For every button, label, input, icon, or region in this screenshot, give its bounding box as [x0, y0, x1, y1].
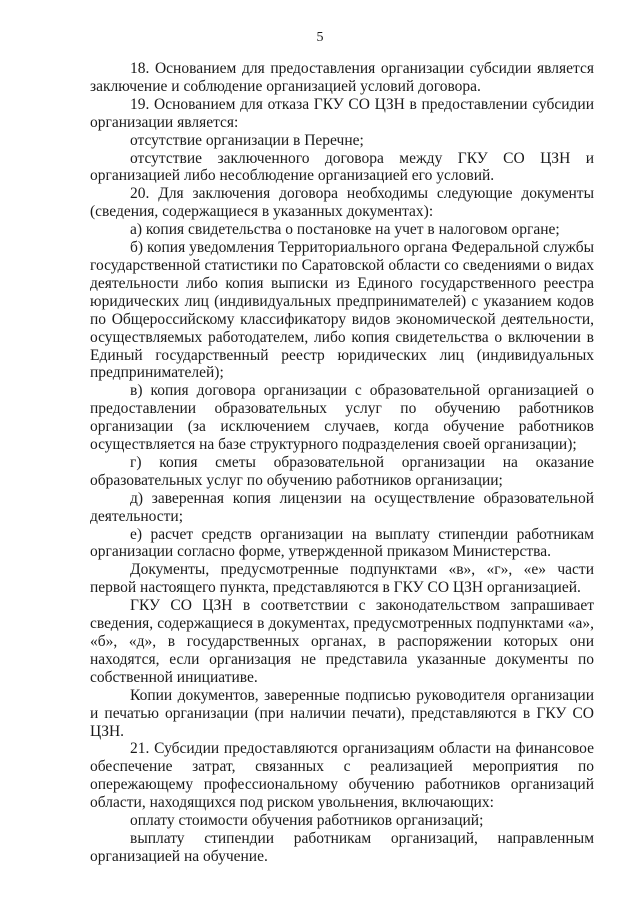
- documents-submission-note: Документы, предусмотренные подпунктами «в», «г», «е» части первой настоящего пункта, представляются в ГКУ СО ЦЗН организацией.: [90, 561, 594, 597]
- paragraph-20: 20. Для заключения договора необходимы следующие документы (сведения, содержащиеся в указанных документах):: [90, 185, 594, 221]
- document-body: [90, 60, 594, 866]
- subsidy-item-tuition: оплату стоимости обучения работников организаций;: [130, 812, 484, 830]
- refusal-reason-2: отсутствие заключенного договора между ГКУ СО ЦЗН и организацией либо несоблюдение организацией его условий.: [90, 149, 594, 185]
- page-number: 5: [316, 30, 324, 45]
- subitem-a: а) копия свидетельства о постановке на учет в налоговом органе;: [130, 221, 560, 239]
- paragraph-21: 21. Субсидии предоставляются организациям области на финансовое обеспечение затрат, связанных с реализацией мероприятия по опережающему профессиональному обучению работников организаций области, находящихся под риском увольнения, включающих:: [90, 740, 594, 812]
- subitem-g: г) копия сметы образовательной организации на оказание образовательных услуг по обучению работников организации;: [90, 453, 594, 489]
- documents-request-note: ГКУ СО ЦЗН в соответствии с законодательством запрашивает сведения, содержащиеся в документах, предусмотренных подпунктами «а», «б», «д», в государственных органах, в распоряжении которых они находятся, если организация не представила указанные документы по собственной инициативе.: [90, 597, 594, 686]
- paragraph-18: 18. Основанием для предоставления организации субсидии является заключение и соблюдение организацией условий договора.: [90, 60, 594, 95]
- subsidy-item-stipend: выплату стипендии работникам организаций, направленным организацией на обучение.: [90, 829, 594, 865]
- subitem-e: е) расчет средств организации на выплату стипендии работникам организации согласно форме, утвержденной приказом Министерства.: [90, 525, 594, 561]
- subitem-d: д) заверенная копия лицензии на осуществление образовательной деятельности;: [90, 489, 594, 525]
- refusal-reason-1: отсутствие организации в Перечне;: [130, 131, 364, 149]
- paragraph-19: 19. Основанием для отказа ГКУ СО ЦЗН в предоставлении субсидии организации является:: [90, 95, 594, 131]
- copies-certification-note: Копии документов, заверенные подписью руководителя организации и печатью организации (при наличии печати), представляются в ГКУ СО ЦЗН.: [90, 686, 594, 740]
- subitem-b: б) копия уведомления Территориального органа Федеральной службы государственной статистики по Саратовской области со сведениями о видах деятельности либо копия выписки из Единого государственного реестра юридических лиц (индивидуальных предпринимателей) с указанием кодов по Общероссийскому классификатору видов экономической деятельности, осуществляемых работодателем, либо копия свидетельства о включении в Единый государственный реестр юридических лиц (индивидуальных предпринимателей);: [90, 239, 594, 382]
- subitem-v: в) копия договора организации с образовательной организацией о предоставлении образовательных услуг по обучению работников организации (за исключением случаев, когда обучение работников осуществляется на базе структурного подразделения своей организации);: [90, 382, 594, 454]
